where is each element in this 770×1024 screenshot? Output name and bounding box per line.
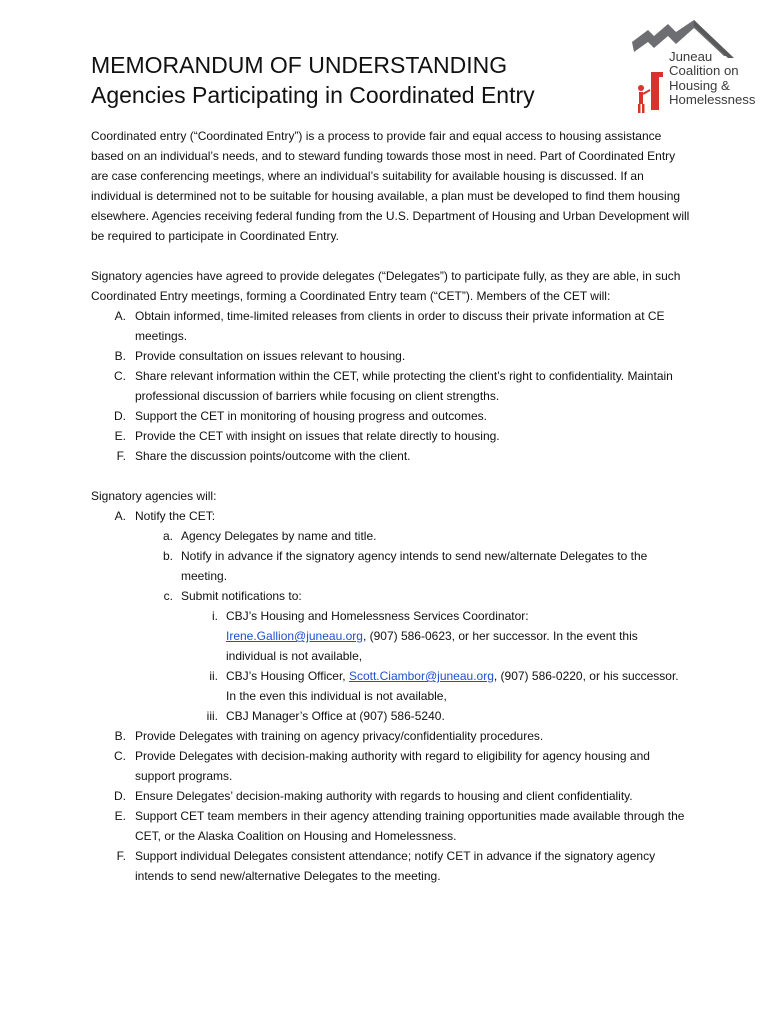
cet-list [91, 306, 691, 466]
coalition-logo [624, 18, 764, 122]
agencies-list [91, 506, 691, 886]
logo-line-1: Juneau [669, 49, 713, 64]
list-item: A. Notify the CET: [114, 509, 216, 523]
list-item: C. Provide Delegates with decision-making authority with regard to eligibility for agency housing and support programs. [114, 749, 650, 783]
list-item: B. Provide consultation on issues relevant to housing. [114, 349, 406, 363]
logo-line-4: Homelessness [669, 92, 756, 108]
sub-list-item: a. Agency Delegates by name and title. [162, 529, 377, 543]
contact-item: i. CBJ’s Housing and Homelessness Services Coordinator: Irene.Gallion@juneau.org, (907) 586-0623, or her successor. In the event this individual is not available, [212, 609, 638, 663]
contact-item: iii. CBJ Manager’s Office at (907) 586-5240. [206, 709, 445, 723]
scott-email-link[interactable]: Scott.Ciambor@juneau.org [348, 669, 494, 683]
intro-paragraph: Coordinated entry (“Coordinated Entry”) is a process to provide fair and equal access to housing assistance based on an individual’s needs, and to steward funding towards those most in need. Part of Coordinated Entry are case conferencing meetings, where an individual’s suitability for available housing is discussed. If an individual is determined not to be suitable for housing available, a plan must be developed to find them housing elsewhere. Agencies receiving federal funding from the U.S. Department of Housing and Urban Development will be required to participate in Coordinated Entry. [91, 129, 690, 243]
list-item: E. Support CET team members in their agency attending training opportunities made available through the CET, or the Alaska Coalition on Housing and Homelessness. [114, 809, 685, 843]
title-line-2: Agencies Participating in Coordinated Entry [91, 82, 535, 108]
logo-text [669, 50, 756, 108]
list-item: E. Provide the CET with insight on issues that relate directly to housing. [114, 429, 500, 443]
memo-body [91, 126, 691, 886]
list-item: F. Support individual Delegates consistent attendance; notify CET in advance if the signatory agency intends to send new/alternative Delegates to the meeting. [116, 849, 656, 883]
title-line-1: MEMORANDUM OF UNDERSTANDING [91, 52, 508, 78]
sub-list-item: b. Notify in advance if the signatory agency intends to send new/alternate Delegates to the meeting. [162, 549, 648, 583]
list-item: F. Share the discussion points/outcome with the client. [116, 449, 411, 463]
logo-line-2: Coalition on [669, 63, 739, 79]
agencies-lead: Signatory agencies will: [91, 489, 217, 503]
list-item: B. Provide Delegates with training on agency privacy/confidentiality procedures. [114, 729, 544, 743]
sub-list-item: c. Submit notifications to: [163, 589, 302, 603]
list-item: C. Share relevant information within the CET, while protecting the client’s right to confidentiality. Maintain professional discussion of barriers while focusing on client strengths. [114, 369, 673, 403]
page-title [91, 50, 611, 110]
contact-item: ii. CBJ’s Housing Officer, Scott.Ciambor@juneau.org, (907) 586-0220, or his successor. In the even this individual is not available, [209, 669, 679, 703]
list-item: A. Obtain informed, time-limited releases from clients in order to discuss their private information at CE meetings. [114, 309, 665, 343]
logo-line-3: Housing & [669, 77, 730, 93]
list-item: D. Ensure Delegates’ decision-making authority with regards to housing and client confidentiality. [114, 789, 633, 803]
irene-email-link[interactable]: Irene.Gallion@juneau.org [226, 629, 363, 643]
cet-lead-paragraph: Signatory agencies have agreed to provide delegates (“Delegates”) to participate fully, as they are able, in such Coordinated Entry meetings, forming a Coordinated Entry team (“CET”). Members of the CET will: [91, 269, 681, 303]
list-item: D. Support the CET in monitoring of housing progress and outcomes. [114, 409, 487, 423]
